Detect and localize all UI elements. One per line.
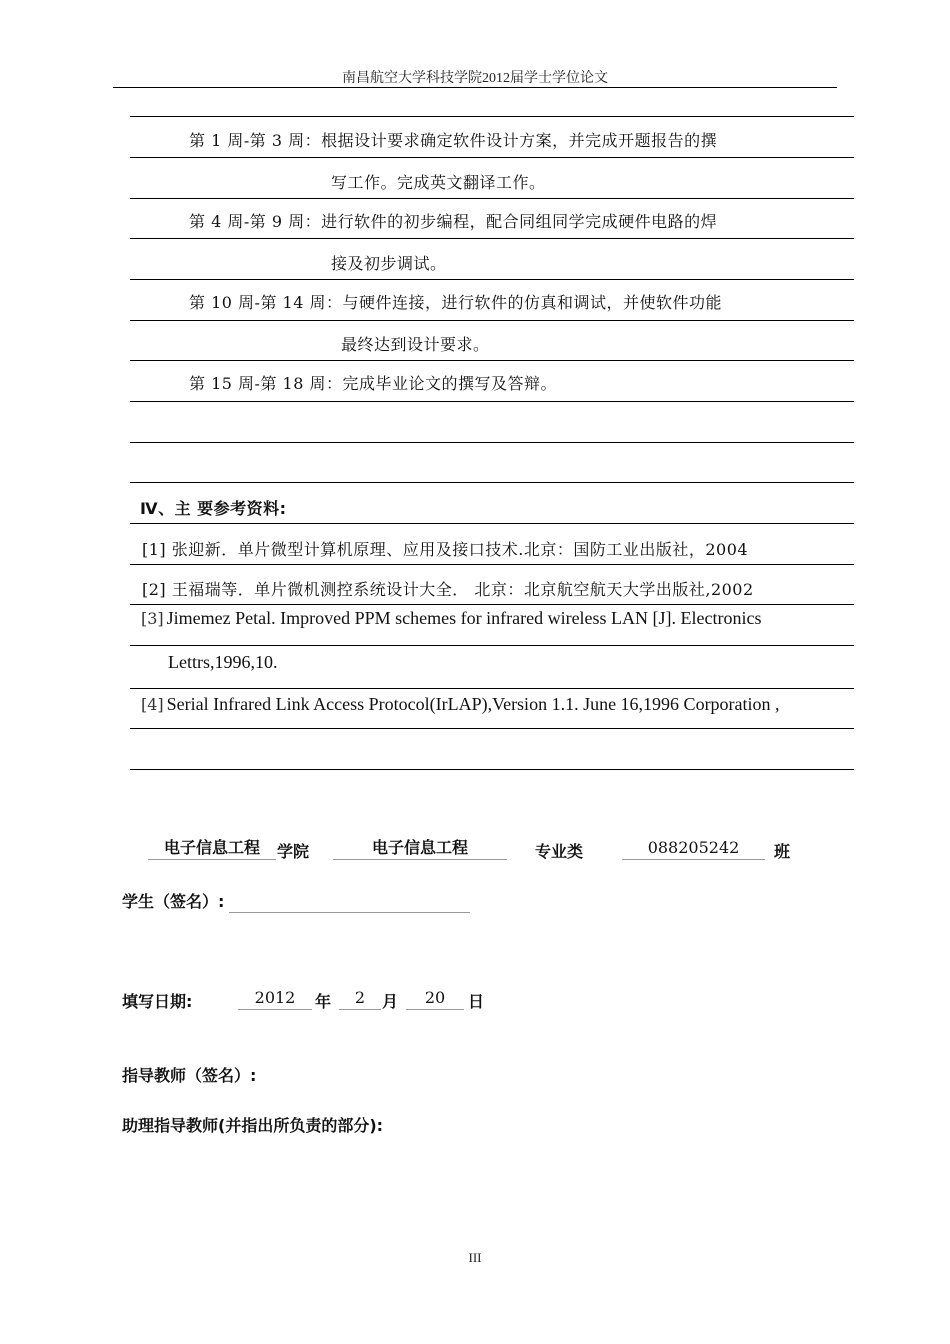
- schedule-item-2-line2: 接及初步调试。: [331, 254, 447, 273]
- day-field[interactable]: 20: [406, 987, 464, 1010]
- major-field[interactable]: 电子信息工程: [333, 837, 507, 860]
- schedule-item-2-line1: 第 4 周-第 9 周：进行软件的初步编程，配合同组同学完成硬件电路的焊: [189, 212, 718, 231]
- student-signature-field[interactable]: [229, 890, 470, 913]
- reference-number: [3]: [141, 609, 164, 628]
- reference-number: [1]: [142, 540, 167, 559]
- reference-number: [4]: [141, 695, 164, 714]
- advisor-signature-label: 指导教师（签名）:: [122, 1066, 257, 1085]
- rule-line: [130, 482, 854, 483]
- rule-line: [130, 279, 854, 280]
- college-field[interactable]: 电子信息工程: [148, 837, 276, 860]
- rule-line: [130, 604, 854, 605]
- page-header-title: 南昌航空大学科技学院2012届学士学位论文: [342, 71, 608, 86]
- reference-item-3-continuation: Lettrs,1996,10.: [168, 652, 278, 672]
- reference-item-3: [141, 608, 762, 629]
- assistant-advisor-label: 助理指导教师(并指出所负责的部分):: [122, 1116, 384, 1135]
- reference-item-1: [142, 537, 748, 560]
- schedule-item-1-line1: 第 1 周-第 3 周：根据设计要求确定软件设计方案，并完成开题报告的撰: [189, 131, 718, 150]
- rule-line: [130, 564, 854, 565]
- class-field[interactable]: 088205242: [622, 837, 765, 860]
- header-rule: [113, 87, 837, 88]
- rule-line: [130, 320, 854, 321]
- reference-item-4: [141, 694, 780, 715]
- schedule-item-1-line2: 写工作。完成英文翻译工作。: [331, 173, 546, 192]
- year-field[interactable]: 2012: [238, 987, 312, 1010]
- rule-line: [130, 688, 854, 689]
- schedule-item-3-line2: 最终达到设计要求。: [341, 335, 490, 354]
- references-heading: Ⅳ、主 要参考资料:: [140, 499, 287, 518]
- rule-line: [130, 238, 854, 239]
- rule-line: [130, 769, 854, 770]
- page-number: III: [468, 1250, 482, 1265]
- day-label: 日: [468, 992, 485, 1011]
- schedule-item-3-line1: 第 10 周-第 14 周：与硬件连接，进行软件的仿真和调试，并使软件功能: [189, 293, 722, 312]
- rule-line: [130, 116, 854, 117]
- major-label: 专业类: [535, 842, 584, 861]
- reference-item-2: [142, 577, 754, 600]
- reference-text: 张迎新．单片微型计算机原理、应用及接口技术.北京：国防工业出版社，2004: [171, 540, 749, 559]
- date-label: 填写日期:: [122, 992, 193, 1011]
- reference-text: Jimemez Petal. Improved PPM schemes for infrared wireless LAN [J]. Electronics: [166, 608, 762, 628]
- reference-text: Serial Infrared Link Access Protocol(IrLAP),Version 1.1. June 16,1996 Corporation ,: [166, 694, 780, 714]
- rule-line: [130, 645, 854, 646]
- month-label: 月: [382, 992, 399, 1011]
- class-label: 班: [774, 842, 791, 861]
- reference-text: 王福瑞等．单片微机测控系统设计大全． 北京：北京航空航天大学出版社,2002: [171, 580, 754, 599]
- reference-number: [2]: [142, 580, 167, 599]
- rule-line: [130, 401, 854, 402]
- schedule-item-4-line1: 第 15 周-第 18 周：完成毕业论文的撰写及答辩。: [189, 374, 557, 393]
- rule-line: [130, 728, 854, 729]
- student-signature-label: 学生（签名）:: [122, 892, 225, 911]
- month-field[interactable]: 2: [339, 987, 381, 1010]
- rule-line: [130, 157, 854, 158]
- rule-line: [130, 198, 854, 199]
- college-label: 学院: [277, 842, 310, 861]
- rule-line: [130, 360, 854, 361]
- rule-line: [130, 442, 854, 443]
- year-label: 年: [315, 992, 332, 1011]
- rule-line: [130, 523, 854, 524]
